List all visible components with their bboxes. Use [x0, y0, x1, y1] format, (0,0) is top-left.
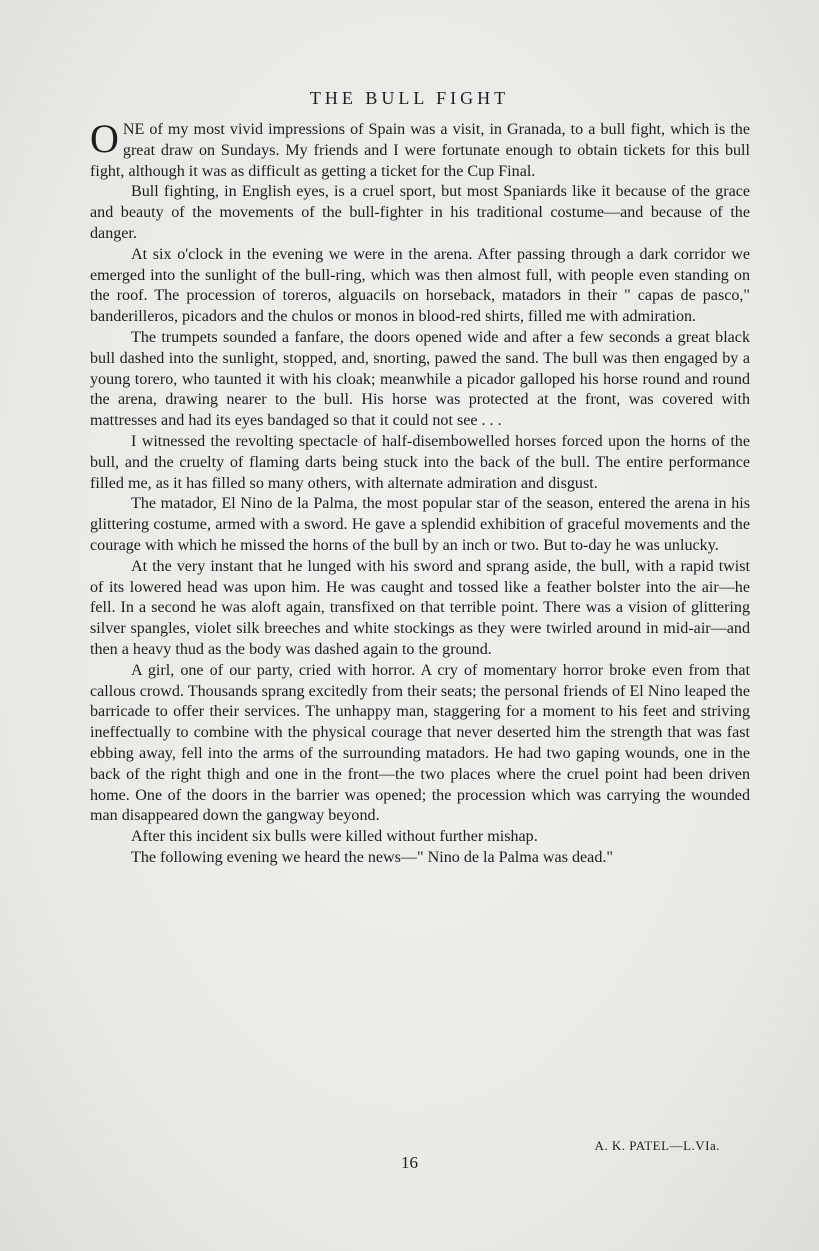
- page-title: THE BULL FIGHT: [309, 88, 510, 108]
- paragraph-10: The following evening we heard the news—" Nino de la Palma was dead.": [131, 848, 613, 866]
- paragraph-2: Bull fighting, in English eyes, is a cruel sport, but most Spaniards like it because of the grace and beauty of the movements of the bull-fighter in his traditional costume—and because of the danger.: [90, 183, 750, 242]
- paragraph-1: [90, 116, 750, 182]
- paragraph-7: At the very instant that he lunged with his sword and sprang aside, the bull, with a rapid twist of its lowered head was upon him. He was caught and tossed like a feather bolster into the air—he fell. In a second he was aloft again, transfixed on that terrible point. There was a vision of glittering silver spangles, violet silk breeches and white stockings as they were twirled around in mid-air—and then a heavy thud as the body was dashed again to the ground.: [90, 557, 750, 658]
- drop-cap: O: [90, 116, 119, 161]
- paragraph-8: A girl, one of our party, cried with horror. A cry of momentary horror broke even from that callous crowd. Thousands sprang excitedly from their seats; the personal friends of El Nino leaped the barricade to offer their services. The unhappy man, staggering for a moment to his feet and striving ineffectually to combine with the physical courage that never deserted him the strength that was fast ebbing away, fell into the arms of the surrounding matadors. He had two gaping wounds, one in the back of the right thigh and one in the front—the two places where the cruel point had been driven home. One of the doors in the barrier was opened; the procession which was carrying the wounded man disappeared down the gangway beyond.: [90, 661, 750, 825]
- paragraph-3: At six o'clock in the evening we were in the arena. After passing through a dark corridor we emerged into the sunlight of the bull-ring, which was then almost full, with people even standing on the roof. The procession of toreros, alguacils on horseback, matadors in their " capas de pasco," banderilleros, picadors and the chulos or monos in blood-red shirts, filled me with admiration.: [90, 245, 750, 326]
- page-number: 16: [401, 1153, 418, 1172]
- author-signature: A. K. PATEL—L.VIa.: [594, 1138, 720, 1153]
- paragraph-4: The trumpets sounded a fanfare, the doors opened wide and after a few seconds a great black bull dashed into the sunlight, stopped, and, snorting, pawed the sand. The bull was then engaged by a young torero, who taunted it with his cloak; meanwhile a picador galloped his horse round and round the arena, drawing nearer to the bull. His horse was protected at the front, was covered with mattresses and had its eyes bandaged so that it could not see . . .: [90, 328, 750, 430]
- paragraph-text: NE of my most vivid impressions of Spain was a visit, in Granada, to a bull fight, which is the great draw on Sundays. My friends and I were fortunate enough to obtain tickets for this bull fight, although it was as difficult as getting a ticket for the Cup Final.: [90, 121, 750, 180]
- paragraph-6: The matador, El Nino de la Palma, the most popular star of the season, entered the arena in his glittering costume, armed with a sword. He gave a splendid exhibition of graceful movements and the courage with which he missed the horns of the bull by an inch or two. But to-day he was unlucky.: [90, 495, 750, 554]
- paragraph-9: After this incident six bulls were killed without further mishap.: [131, 828, 538, 846]
- paragraph-5: I witnessed the revolting spectacle of half-disembowelled horses forced upon the horns of the bull, and the cruelty of flaming darts being stuck into the back of the bull. The entire performance filled me, as it has filled so many others, with alternate admiration and disgust.: [90, 432, 750, 492]
- article-body: [90, 116, 750, 869]
